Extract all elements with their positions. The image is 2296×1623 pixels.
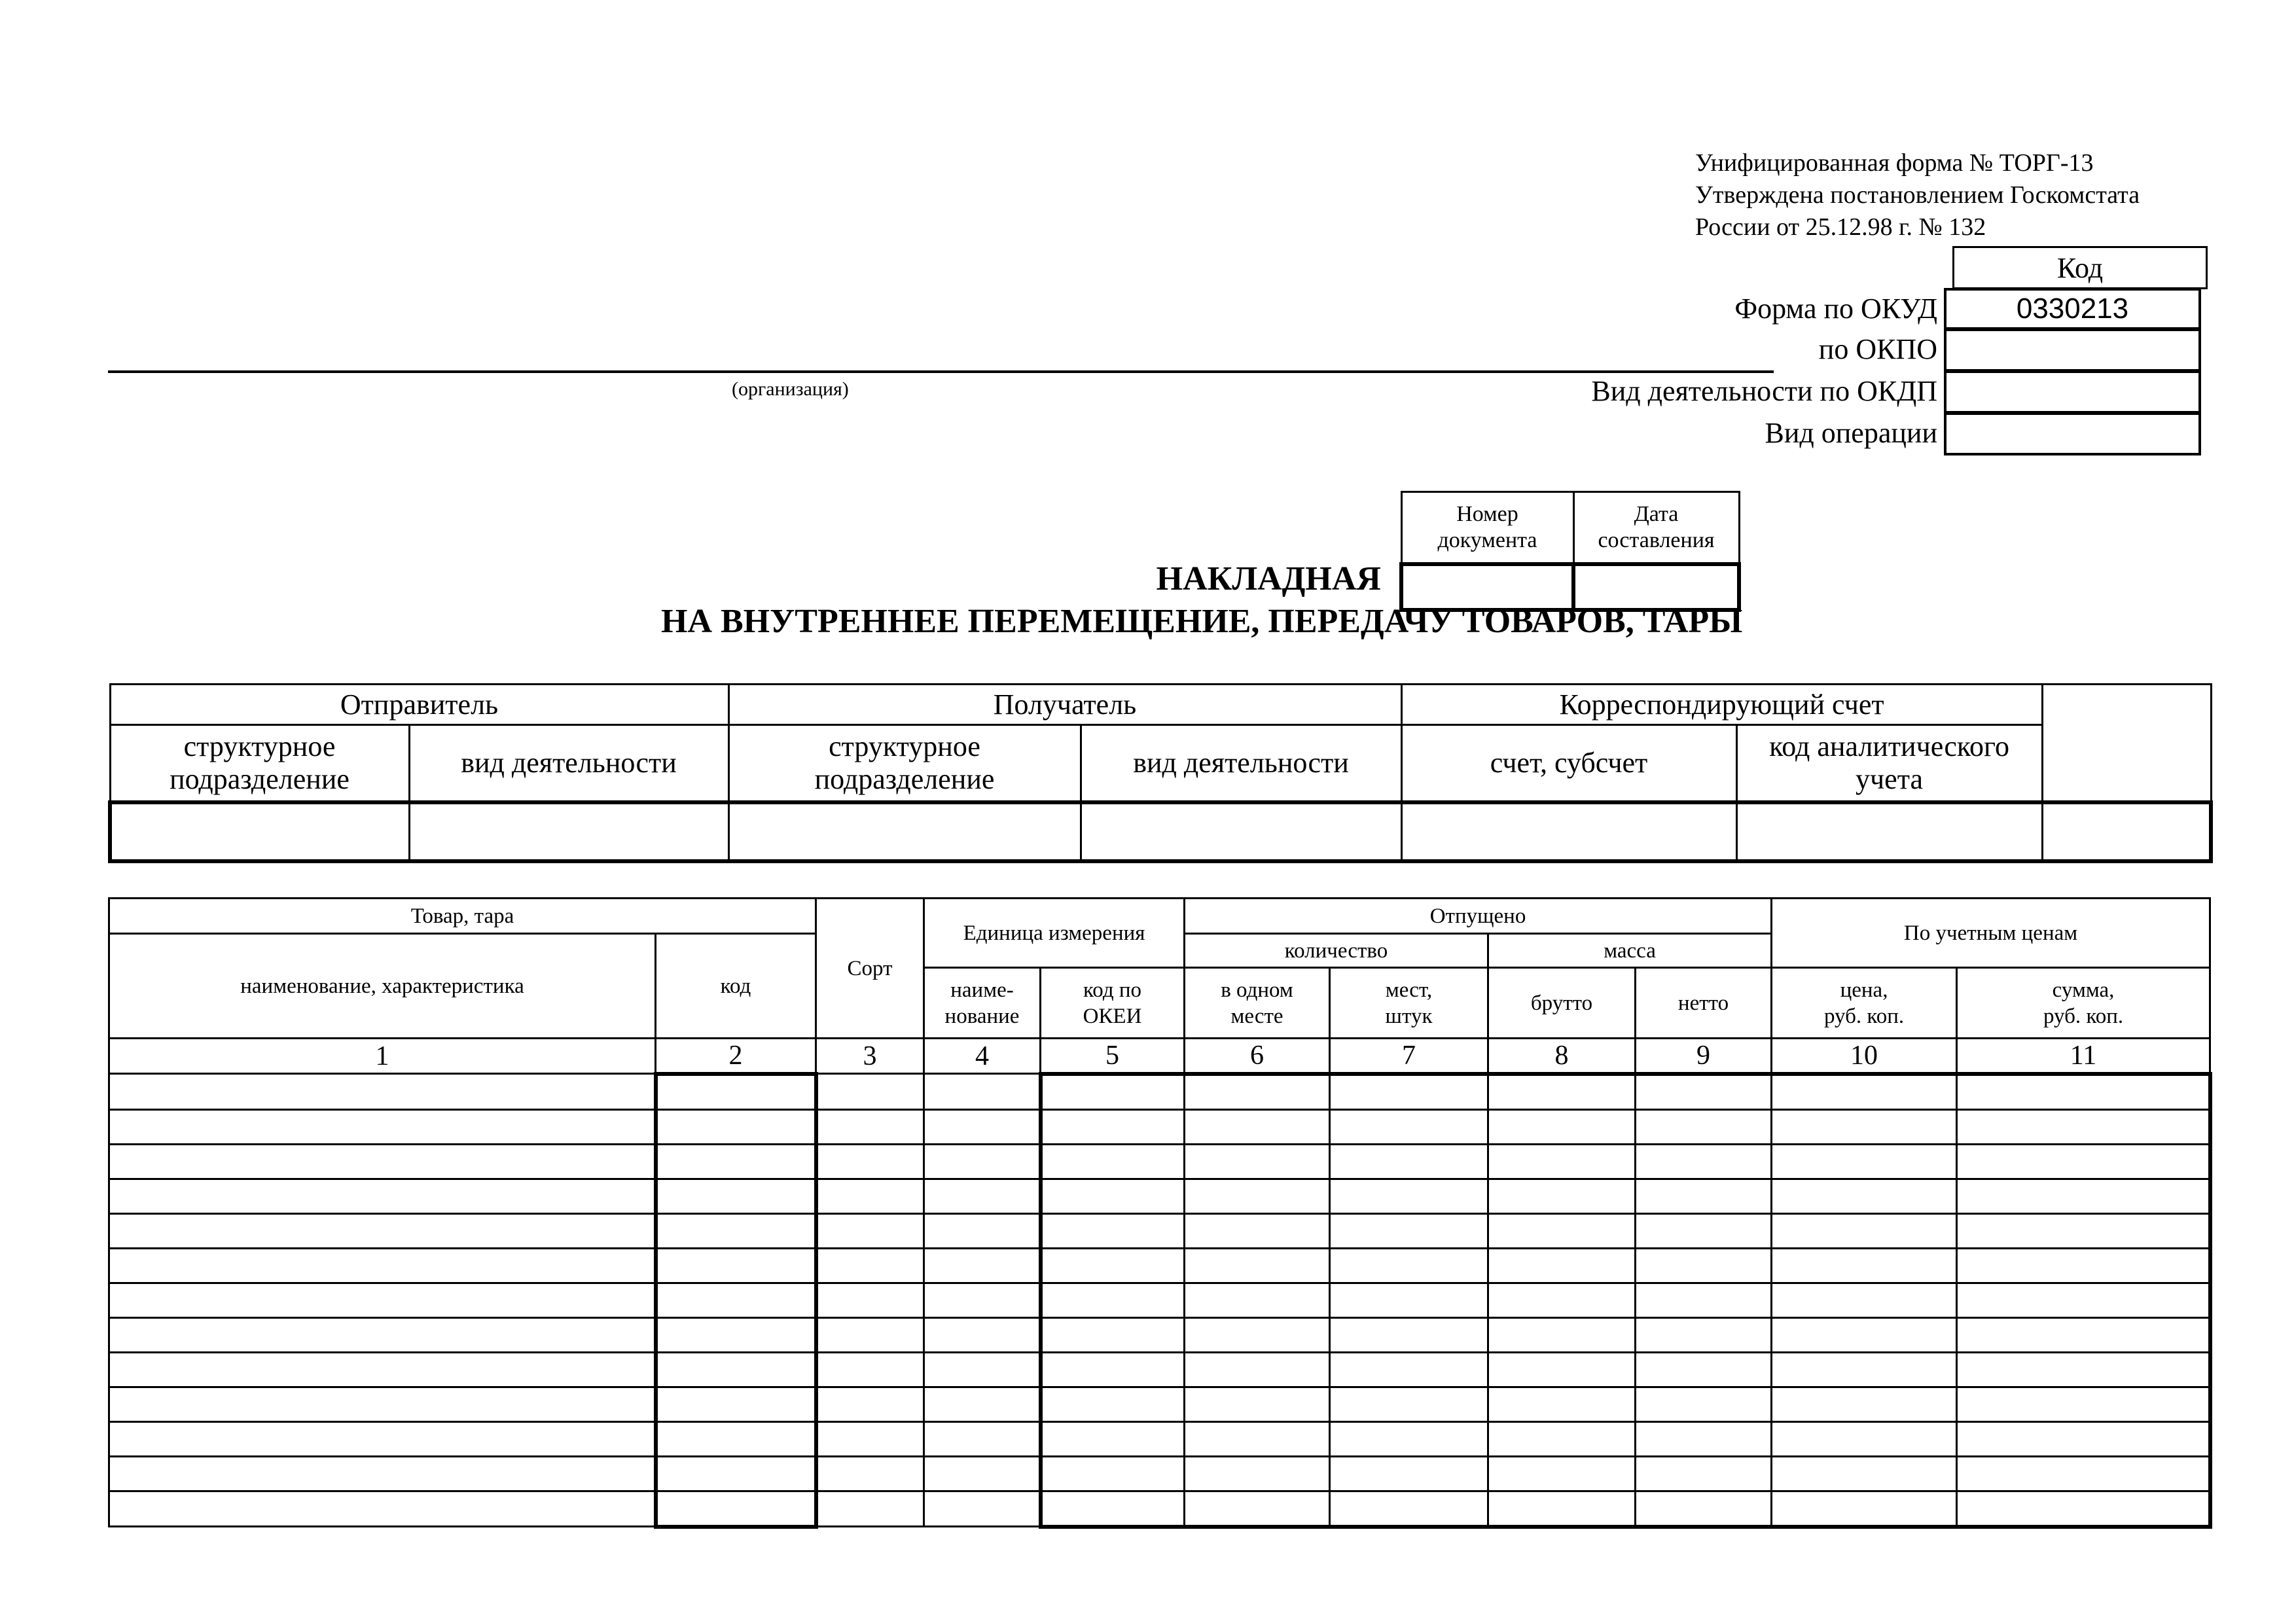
goods-cell[interactable] [816,1213,924,1248]
goods-cell[interactable] [816,1144,924,1179]
unit-name-header: наиме- нование [924,968,1041,1039]
goods-cell[interactable] [1772,1317,1957,1352]
goods-cell[interactable] [1957,1179,2210,1213]
sender-activity-header: вид деятельности [409,725,728,802]
okdp-field[interactable] [1944,372,2201,414]
goods-cell[interactable] [1041,1179,1185,1213]
goods-cell[interactable] [1185,1213,1330,1248]
goods-header: Товар, тара [109,899,816,934]
operation-label: Вид операции [1765,417,1937,449]
goods-cell[interactable] [1041,1283,1185,1317]
goods-cell[interactable] [1185,1456,1330,1491]
parties-table [108,683,2213,863]
goods-cell[interactable] [656,1248,816,1283]
goods-cell[interactable] [816,1074,924,1110]
goods-cell[interactable] [1185,1352,1330,1387]
goods-cell[interactable] [1772,1456,1957,1491]
goods-cell[interactable] [1636,1421,1772,1456]
sender-activity-field[interactable] [409,802,728,861]
goods-cell[interactable] [656,1456,816,1491]
goods-cell[interactable] [1957,1491,2210,1527]
goods-cell[interactable] [1636,1074,1772,1110]
goods-cell[interactable] [1636,1352,1772,1387]
goods-cell[interactable] [1957,1352,2210,1387]
column-number: 5 [1041,1039,1185,1074]
goods-cell[interactable] [816,1352,924,1387]
extra-field[interactable] [2042,802,2211,861]
goods-row [109,1352,2210,1387]
goods-cell[interactable] [1488,1456,1636,1491]
goods-cell[interactable] [656,1421,816,1456]
goods-row [109,1109,2210,1144]
released-header: Отпущено [1185,899,1772,934]
goods-cell[interactable] [816,1317,924,1352]
goods-cell[interactable] [656,1387,816,1421]
goods-cell[interactable] [109,1317,656,1352]
goods-cell[interactable] [656,1109,816,1144]
sender-unit-header: структурное подразделение [110,725,409,802]
goods-cell[interactable] [1185,1179,1330,1213]
goods-cell[interactable] [1041,1421,1185,1456]
goods-cell[interactable] [1488,1213,1636,1248]
sender-header: Отправитель [110,685,728,725]
goods-cell[interactable] [1488,1283,1636,1317]
grade-header: Сорт [816,899,924,1039]
column-numbers-row [109,1039,2210,1074]
price-header: цена, руб. коп. [1772,968,1957,1039]
goods-table [108,897,2212,1529]
goods-cell[interactable] [1185,1144,1330,1179]
goods-cell[interactable] [816,1283,924,1317]
goods-cell[interactable] [1185,1387,1330,1421]
goods-cell[interactable] [1488,1179,1636,1213]
goods-row [109,1387,2210,1421]
goods-cell[interactable] [1330,1352,1488,1387]
approval-block [1695,147,2140,243]
goods-row [109,1213,2210,1248]
approval-line-3: России от 25.12.98 г. № 132 [1695,213,1986,241]
goods-cell[interactable] [109,1213,656,1248]
goods-cell[interactable] [1041,1352,1185,1387]
goods-cell[interactable] [1488,1144,1636,1179]
code-header: Код [1952,246,2208,289]
goods-cell[interactable] [1488,1352,1636,1387]
organization-caption: (организация) [732,378,849,400]
document-number-date-table [1399,491,1741,612]
goods-cell[interactable] [1772,1179,1957,1213]
goods-cell[interactable] [924,1491,1041,1527]
okud-field[interactable]: 0330213 [1944,288,2201,330]
organization-line[interactable] [108,370,1774,373]
goods-cell[interactable] [1185,1283,1330,1317]
goods-cell[interactable] [1772,1283,1957,1317]
quantity-header: количество [1185,934,1488,968]
net-header: нетто [1636,968,1772,1039]
goods-cell[interactable] [1772,1213,1957,1248]
goods-cell[interactable] [1488,1109,1636,1144]
goods-cell[interactable] [1330,1144,1488,1179]
goods-cell[interactable] [1957,1109,2210,1144]
goods-cell[interactable] [1772,1074,1957,1110]
column-number: 8 [1488,1039,1636,1074]
document-number-header: Номер документа [1401,492,1573,565]
goods-cell[interactable] [924,1352,1041,1387]
goods-cell[interactable] [924,1109,1041,1144]
sum-header: сумма, руб. коп. [1957,968,2210,1039]
gross-header: брутто [1488,968,1636,1039]
goods-cell[interactable] [1185,1109,1330,1144]
goods-cell[interactable] [109,1421,656,1456]
goods-cell[interactable] [1330,1317,1488,1352]
name-header: наименование, характеристика [109,934,656,1039]
goods-cell[interactable] [1041,1213,1185,1248]
document-title: НАКЛАДНАЯ [1156,560,1381,597]
goods-cell[interactable] [924,1074,1041,1110]
goods-row [109,1317,2210,1352]
goods-cell[interactable] [109,1109,656,1144]
per-place-header: в одном месте [1185,968,1330,1039]
goods-cell[interactable] [1636,1179,1772,1213]
goods-cell[interactable] [656,1283,816,1317]
goods-cell[interactable] [1772,1352,1957,1387]
okpo-field[interactable] [1944,330,2201,372]
goods-cell[interactable] [656,1352,816,1387]
goods-cell[interactable] [656,1213,816,1248]
goods-cell[interactable] [1330,1387,1488,1421]
receiver-activity-header: вид деятельности [1081,725,1401,802]
goods-cell[interactable] [1636,1213,1772,1248]
column-number: 1 [109,1039,656,1074]
operation-field[interactable] [1944,414,2201,455]
goods-cell[interactable] [924,1213,1041,1248]
goods-cell[interactable] [1488,1074,1636,1110]
goods-cell[interactable] [1041,1144,1185,1179]
goods-cell[interactable] [109,1248,656,1283]
goods-cell[interactable] [1041,1248,1185,1283]
goods-cell[interactable] [656,1179,816,1213]
goods-cell[interactable] [1636,1144,1772,1179]
goods-cell[interactable] [1488,1421,1636,1456]
goods-cell[interactable] [1636,1317,1772,1352]
goods-row [109,1421,2210,1456]
goods-cell[interactable] [656,1144,816,1179]
goods-cell[interactable] [1957,1317,2210,1352]
prices-header: По учетным ценам [1772,899,2210,968]
goods-cell[interactable] [109,1283,656,1317]
goods-cell[interactable] [656,1491,816,1527]
receiver-header: Получатель [728,685,1401,725]
goods-cell[interactable] [1330,1109,1488,1144]
goods-cell[interactable] [1041,1109,1185,1144]
document-date-header: Дата составления [1573,492,1739,565]
places-header: мест, штук [1330,968,1488,1039]
goods-cell[interactable] [1957,1387,2210,1421]
goods-cell[interactable] [656,1317,816,1352]
goods-cell[interactable] [924,1179,1041,1213]
account-subaccount-header: счет, субсчет [1401,725,1736,802]
goods-cell[interactable] [816,1179,924,1213]
column-number: 11 [1957,1039,2210,1074]
goods-cell[interactable] [1957,1144,2210,1179]
goods-cell[interactable] [1330,1179,1488,1213]
goods-cell[interactable] [1041,1387,1185,1421]
goods-row [109,1074,2210,1110]
unit-header: Единица измерения [924,899,1185,968]
goods-cell[interactable] [109,1074,656,1110]
goods-cell[interactable] [1488,1491,1636,1527]
approval-line-1: Унифицированная форма № ТОРГ-13 [1695,149,2094,177]
goods-row [109,1248,2210,1283]
goods-row [109,1456,2210,1491]
receiver-activity-field[interactable] [1081,802,1401,861]
approval-line-2: Утверждена постановлением Госкомстата [1695,181,2140,209]
account-header: Корреспондирующий счет [1401,685,2042,725]
goods-cell[interactable] [1330,1491,1488,1527]
goods-cell[interactable] [816,1491,924,1527]
goods-cell[interactable] [1185,1491,1330,1527]
column-number: 10 [1772,1039,1957,1074]
goods-cell[interactable] [1957,1421,2210,1456]
goods-cell[interactable] [656,1074,816,1110]
column-number: 6 [1185,1039,1330,1074]
goods-cell[interactable] [816,1421,924,1456]
goods-cell[interactable] [1957,1456,2210,1491]
goods-row [109,1144,2210,1179]
goods-cell[interactable] [1041,1491,1185,1527]
goods-row [109,1491,2210,1527]
goods-cell[interactable] [1041,1317,1185,1352]
goods-cell[interactable] [1636,1387,1772,1421]
goods-cell[interactable] [1041,1074,1185,1110]
goods-cell[interactable] [109,1144,656,1179]
okei-header: код по ОКЕИ [1041,968,1185,1039]
goods-cell[interactable] [109,1387,656,1421]
column-number: 3 [816,1039,924,1074]
goods-cell[interactable] [816,1109,924,1144]
analytic-code-header: код аналитического учета [1736,725,2042,802]
receiver-unit-header: структурное подразделение [728,725,1081,802]
goods-rows [109,1074,2210,1527]
goods-cell[interactable] [1636,1283,1772,1317]
goods-cell[interactable] [109,1491,656,1527]
goods-cell[interactable] [1772,1491,1957,1527]
goods-cell[interactable] [924,1144,1041,1179]
goods-cell[interactable] [1636,1109,1772,1144]
goods-cell[interactable] [1330,1421,1488,1456]
goods-row [109,1179,2210,1213]
document-subtitle: НА ВНУТРЕННЕЕ ПЕРЕМЕЩЕНИЕ, ПЕРЕДАЧУ ТОВАРОВ, ТАРЫ [661,603,1743,640]
goods-cell[interactable] [1636,1248,1772,1283]
goods-cell[interactable] [1330,1074,1488,1110]
analytic-code-field[interactable] [1736,802,2042,861]
column-number: 9 [1636,1039,1772,1074]
goods-cell[interactable] [816,1456,924,1491]
goods-cell[interactable] [1330,1213,1488,1248]
goods-cell[interactable] [1330,1456,1488,1491]
goods-cell[interactable] [1330,1248,1488,1283]
goods-cell[interactable] [1957,1248,2210,1283]
goods-cell[interactable] [1488,1248,1636,1283]
goods-cell[interactable] [1185,1074,1330,1110]
goods-cell[interactable] [1185,1248,1330,1283]
goods-cell[interactable] [816,1387,924,1421]
goods-cell[interactable] [924,1248,1041,1283]
goods-cell[interactable] [1488,1387,1636,1421]
goods-cell[interactable] [1636,1456,1772,1491]
receiver-unit-field[interactable] [728,802,1081,861]
goods-cell[interactable] [109,1352,656,1387]
goods-cell[interactable] [1957,1213,2210,1248]
goods-cell[interactable] [924,1421,1041,1456]
okpo-label: по ОКПО [1818,333,1937,365]
goods-cell[interactable] [109,1179,656,1213]
goods-cell[interactable] [1772,1144,1957,1179]
extra-header [2042,685,2211,802]
goods-cell[interactable] [1772,1109,1957,1144]
goods-cell[interactable] [1772,1421,1957,1456]
goods-cell[interactable] [1772,1248,1957,1283]
sender-unit-field[interactable] [110,802,409,861]
goods-cell[interactable] [1185,1421,1330,1456]
goods-cell[interactable] [924,1317,1041,1352]
goods-row [109,1283,2210,1317]
goods-cell[interactable] [1636,1491,1772,1527]
goods-cell[interactable] [1330,1283,1488,1317]
goods-cell[interactable] [1772,1387,1957,1421]
goods-cell[interactable] [109,1456,656,1491]
goods-cell[interactable] [1957,1283,2210,1317]
code-header-cell: код [656,934,816,1039]
goods-cell[interactable] [924,1387,1041,1421]
goods-cell[interactable] [1041,1456,1185,1491]
goods-cell[interactable] [924,1283,1041,1317]
goods-cell[interactable] [816,1248,924,1283]
mass-header: масса [1488,934,1772,968]
goods-cell[interactable] [1957,1074,2210,1110]
column-number: 4 [924,1039,1041,1074]
okdp-label: Вид деятельности по ОКДП [1591,375,1937,407]
column-number: 7 [1330,1039,1488,1074]
goods-cell[interactable] [1488,1317,1636,1352]
column-number: 2 [656,1039,816,1074]
account-field[interactable] [1401,802,1736,861]
goods-cell[interactable] [1185,1317,1330,1352]
okud-label: Форма по ОКУД [1734,293,1937,325]
goods-cell[interactable] [924,1456,1041,1491]
